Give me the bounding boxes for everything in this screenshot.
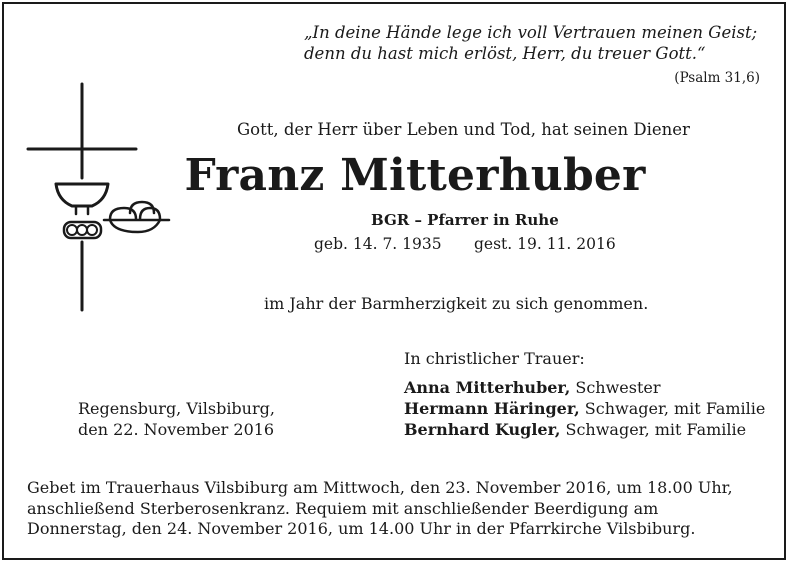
deceased-name: Franz Mitterhuber bbox=[184, 150, 646, 201]
place-line-2: den 22. November 2016 bbox=[78, 420, 275, 439]
mourner-entry bbox=[404, 419, 746, 440]
place-line-1: Regensburg, Vilsbiburg, bbox=[78, 399, 275, 418]
mourner-entry bbox=[404, 377, 661, 398]
quote-source: (Psalm 31,6) bbox=[674, 70, 760, 86]
mourner-relation: Schwager, mit Familie bbox=[579, 399, 766, 418]
mourner-relation: Schwester bbox=[570, 378, 661, 397]
death-date: gest. 19. 11. 2016 bbox=[474, 235, 616, 253]
funeral-info: Gebet im Trauerhaus Vilsbiburg am Mittwoch, den 23. November 2016, um 18.00 Uhr, anschließend Sterberosenkranz. Requiem mit anschließender Beerdigung am Donnerstag, den 24. November 2016, um 14.00 Uhr in der Pfarrkirche Vilsbiburg. bbox=[27, 478, 733, 538]
mourner-name: Hermann Häringer, bbox=[404, 399, 580, 418]
mourner-name: Anna Mitterhuber, bbox=[404, 378, 571, 397]
mourner-entry bbox=[404, 398, 765, 419]
taken-text: im Jahr der Barmherzigkeit zu sich genommen. bbox=[264, 294, 649, 313]
deceased-title: BGR – Pfarrer in Ruhe bbox=[371, 211, 559, 229]
mourner-relation: Schwager, mit Familie bbox=[560, 420, 747, 439]
mourner-name: Bernhard Kugler, bbox=[404, 420, 561, 439]
mourning-heading: In christlicher Trauer: bbox=[404, 349, 585, 368]
quote-line-1: „In deine Hände lege ich voll Vertrauen meinen Geist; bbox=[304, 23, 758, 42]
quote-line-2: denn du hast mich erlöst, Herr, du treuer Gott.“ bbox=[304, 44, 706, 63]
intro-text: Gott, der Herr über Leben und Tod, hat seinen Diener bbox=[237, 120, 690, 139]
birth-date: geb. 14. 7. 1935 bbox=[314, 235, 442, 253]
